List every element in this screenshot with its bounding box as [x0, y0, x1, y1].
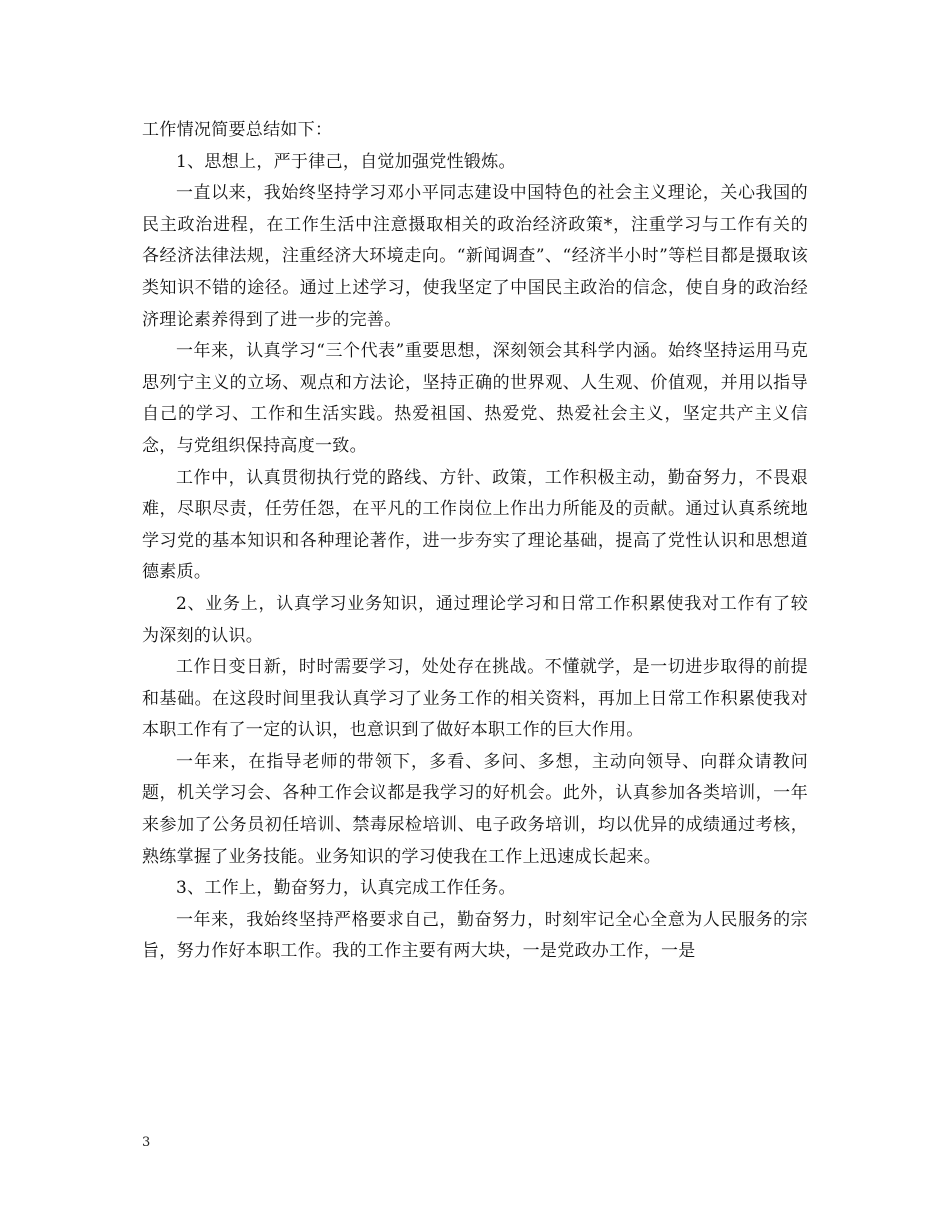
paragraph-theory-study: 一直以来，我始终坚持学习邓小平同志建设中国特色的社会主义理论，关心我国的民主政治进程，在工作生活中注意摄取相关的政治经济政策*，注重学习与工作有关的各经济法律法规，注重经济大环境走向。“新闻调查”、“经济半小时”等栏目都是摄取该类知识不错的途径。通过上述学习，使我坚定了中国民主政治的信念，使自身的政治经济理论素养得到了进一步的完善。 [142, 183, 808, 330]
heading-work: 3、工作上，勤奋努力，认真完成工作任务。 [176, 878, 516, 899]
paragraph-work-attitude: 工作中，认真贯彻执行党的路线、方针、政策，工作积极主动，勤奋努力，不畏艰难，尽职尽责，任劳任怨，在平凡的工作岗位上作出力所能及的贡献。通过认真系统地学习党的基本知识和各种理论著作，进一步夯实了理论基础，提高了党性认识和思想道德素质。 [142, 467, 808, 583]
page-number: 3 [142, 1135, 151, 1150]
heading-business: 2、业务上，认真学习业务知识，通过理论学习和日常工作积累使我对工作有了较为深刻的认识。 [142, 593, 808, 646]
paragraph-intro: 工作情况简要总结如下： [142, 120, 333, 140]
paragraph-training: 一年来，在指导老师的带领下，多看、多问、多想，主动向领导、向群众请教问题，机关学习会、各种工作会议都是我学习的好机会。此外，认真参加各类培训，一年来参加了公务员初任培训、禁毒尿检培训、电子政务培训，均以优异的成绩通过考核，熟练掌握了业务技能。业务知识的学习使我在工作上迅速成长起来。 [142, 751, 808, 867]
paragraph-duties: 一年来，我始终坚持严格要求自己，勤奋努力，时刻牢记全心全意为人民服务的宗旨，努力作好本职工作。我的工作主要有两大块，一是党政办工作，一是 [142, 909, 808, 962]
paragraph-learning: 工作日变日新，时时需要学习，处处存在挑战。不懂就学，是一切进步取得的前提和基础。在这段时间里我认真学习了业务工作的相关资料，再加上日常工作积累使我对本职工作有了一定的认识，也意识到了做好本职工作的巨大作用。 [142, 657, 808, 741]
document-body [142, 115, 808, 968]
paragraph-three-represents: 一年来，认真学习“三个代表”重要思想，深刻领会其科学内涵。始终坚持运用马克思列宁主义的立场、观点和方法论，坚持正确的世界观、人生观、价值观，并用以指导自己的学习、工作和生活实践。热爱祖国、热爱党、热爱社会主义，坚定共产主义信念，与党组织保持高度一致。 [142, 341, 808, 456]
heading-ideology: 1、思想上，严于律己，自觉加强党性锻炼。 [176, 151, 516, 172]
